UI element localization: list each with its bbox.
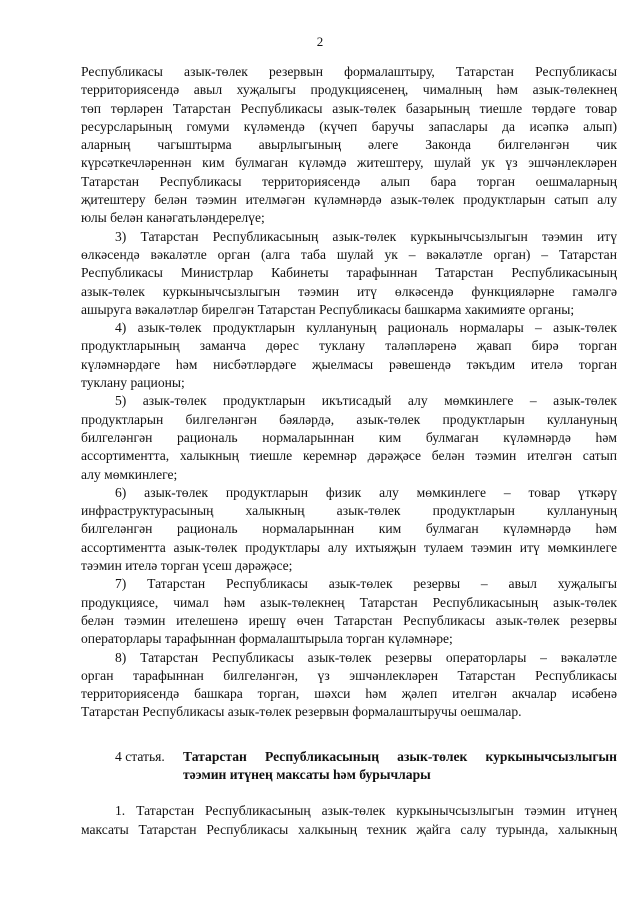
text-line: ассортиментта азык-төлек продуктлары алу ихтыяҗын тулаем тәэмин итү мөмкинлеге [81,539,617,555]
text-line: күләмнәрдәге һәм нисбәтләрдәге җыелмасы рәвешендә тәкъдим ителә торган [81,356,617,372]
text-line: күрсәткечләреннән ким булмаган күләмдә житештеру, шулай ук үз эшчәнлекләрен [81,155,617,171]
text-line: максаты Татарстан Республикасы халкының техник җайга салу турында, халыкның [81,821,617,837]
article-paragraph-1 [81,802,617,839]
definition-item-3 [81,228,617,319]
definition-item-8 [81,649,617,722]
text-line: территориясендә башкара торган, шәхси һәм җәлеп ителгән акчалар исәбенә [81,686,617,702]
page-number: 2 [316,34,324,49]
text-line: Республикасы Министрлар Кабинеты тарафыннан Татарстан Республикасының [81,265,617,281]
definition-item-5 [81,392,617,483]
text-line: продукциясе, чимал һәм азык-төлекнең Татарстан Республикасының азык-төлек [81,594,617,610]
text-line: ашыруга вәкаләтләр бирелгән Татарстан Республикасы башкарма хакимияте органы; [81,301,575,317]
spacer [81,722,617,740]
text-line: 4) азык-төлек продуктларын куллануның рациональ нормалары – азык-төлек [115,320,617,336]
text-line: продуктларын билгеләнгән бәяләрдә, азык-төлек продуктларын куллануның [81,411,617,427]
article-title-line: Татарстан Республикасының азык-төлек куркынычсызлыгын [183,748,617,764]
text-line: билгеләнгән рациональ нормаларыннан ким булмаган күләмнәрдә һәм [81,521,617,537]
definition-item-4 [81,319,617,392]
text-line: төп төрләрен Татарстан Республикасы азык-төлек базарының тиешле төрдәге товар [81,100,617,116]
text-line: билгеләнгән рациональ нормаларыннан ким булмаган күләмнәрдә һәм [81,429,617,445]
text-line: алу мөмкинлеге; [81,466,178,482]
paragraph-continuation [81,63,617,228]
text-line: ресурсларының гомуми күләмендә (күчеп баручы запаслары да исәпкә алып) [81,118,617,134]
text-line: 8) Татарстан Республикасы азык-төлек резервы операторлары – вәкаләтле [115,649,617,665]
text-line: җитештеру белән тәэмин ителмәгән күләмнәрдә азык-төлек продуктларын сатып алу [81,192,617,208]
text-line: туклану рационы; [81,375,185,391]
text-line: Татарстан Республикасы азык-төлек резервын формалаштыручы оешмалар. [81,704,522,720]
text-line: өлкәсендә вәкаләтле орган (алга таба шулай ук – вәкаләтле орган) – Татарстан [81,246,617,262]
article-title [183,748,617,785]
text-line: белән тәэмин ителешенә ирешү өчен Татарстан Республикасы азык-төлек резервы [81,612,617,628]
article-heading [81,748,617,785]
document-body [81,63,617,839]
text-line: аларның чагыштырма авырлыгының әлеге Законда билгеләнгән чик [81,137,617,153]
text-line: 5) азык-төлек продуктларын икътисадый алу мөмкинлеге – азык-төлек [115,393,617,409]
text-line: юлы белән канәгатьләндерелүе; [81,210,265,226]
definition-item-7 [81,575,617,648]
spacer [81,784,617,802]
text-line: Республикасы азык-төлек резервын формалаштыру, Татарстан Республикасы [81,64,617,79]
text-line: ассортиментта, халыкның тиешле керемнәр дәрәҗәсе белән тәэмин ителгән сатып [81,448,617,464]
definition-item-6 [81,484,617,575]
text-line: орган тарафыннан билгеләнгән, үз эшчәнлекләрен Татарстан Республикасы [81,667,617,683]
article-number: 4 статья. [115,748,165,764]
text-line: инфраструктурасының халыкның азык-төлек продуктларын куллануның [81,503,617,519]
text-line: продуктларының заманча дөрес туклану таләпләренә җавап бирә торган [81,338,617,354]
text-line: Татарстан Республикасы территориясендә алып бара торган оешмаларның [81,173,617,189]
text-line: 6) азык-төлек продуктларын физик алу мөмкинлеге – товар үткәрү [115,484,617,500]
text-line: операторлары тарафыннан формалаштырыла торган күләмнәре; [81,631,453,647]
text-line: 7) Татарстан Республикасы азык-төлек резервы – авыл хуҗалыгы [115,576,617,592]
text-line: тәэмин ителә торган үсеш дәрәҗәсе; [81,558,293,574]
text-line: 3) Татарстан Республикасының азык-төлек куркынычсызлыгын тәэмин итү [115,228,617,244]
article-title-line: тәэмин итүнең максаты һәм бурычлары [183,766,431,782]
text-line: 1. Татарстан Республикасының азык-төлек куркынычсызлыгын тәэмин итүнең [115,803,617,819]
text-line: территориясендә авыл хуҗалыгы продукциясенең, чималның һәм азык-төлекнең [81,82,617,98]
text-line: азык-төлек куркынычсызлыгын тәэмин итү өлкәсендә функцияләрне гамәлгә [81,283,617,299]
